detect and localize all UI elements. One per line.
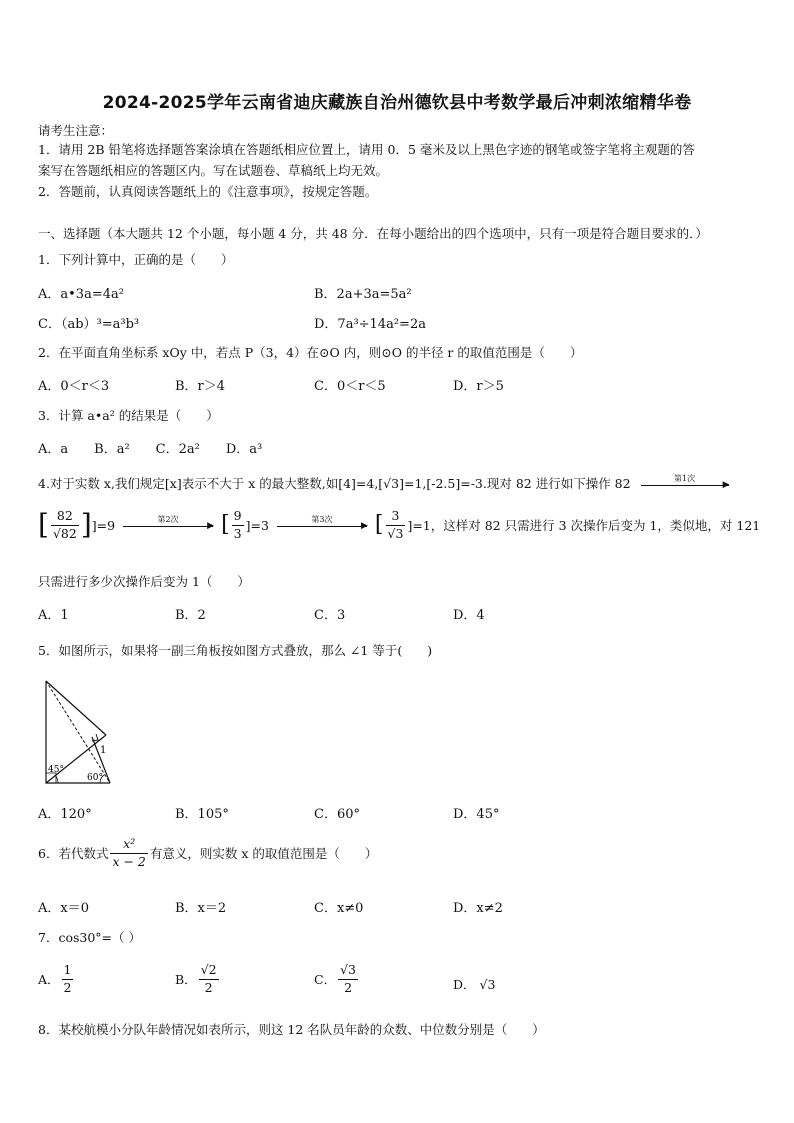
q7-option-d-label: D． [453, 977, 476, 992]
q6-stem-post: 有意义，则实数 x 的取值范围是（ ） [149, 846, 378, 861]
q7-option-b-num: √2 [199, 964, 219, 980]
q7-option-d [453, 975, 495, 993]
q4-bracket-1-close: ] [80, 508, 92, 541]
q7-option-a-num: 1 [62, 964, 74, 980]
q4-line-2 [38, 510, 760, 540]
q1-option-a: A．a•3a=4a² [38, 287, 124, 302]
notice-line-1b: 案写在答题纸相应的答题区内。写在试题卷、草稿纸上均无效。 [38, 163, 389, 178]
q4-fraction-1-den: √82 [52, 525, 77, 541]
q4-arrow-2-label: 第2次 [157, 514, 179, 524]
q7-option-a-den: 2 [63, 979, 72, 995]
q5-angle-1-label: 1 [100, 745, 107, 756]
q7-option-c-num: √3 [338, 964, 358, 980]
q4-option-b: B．2 [175, 608, 206, 623]
q6-fraction-den: x − 2 [112, 853, 146, 869]
q2-option-d: D．r＞5 [453, 379, 504, 394]
q4-option-c: C．3 [314, 608, 346, 623]
q5-option-a: A．120° [38, 807, 92, 822]
q7-option-a-label: A． [38, 972, 60, 987]
q5-option-d: D．45° [453, 807, 500, 822]
q6-option-a: A．x＝0 [38, 901, 89, 916]
q7-option-c-label: C． [314, 972, 337, 987]
q4-arrow-1-label: 第1次 [674, 474, 696, 483]
q7-option-b-den: 2 [204, 979, 213, 995]
q1-option-d: D．7a³÷14a²=2a [314, 317, 426, 332]
q6-option-c: C．x≠0 [314, 901, 364, 916]
q7-option-b-fraction [199, 964, 219, 994]
q6-option-b: B．x＝2 [175, 901, 227, 916]
q6-fraction-num: x² [110, 838, 147, 854]
q2-option-a: A．0＜r＜3 [38, 379, 110, 394]
q5-option-c: C．60° [314, 807, 360, 822]
page-title: 2024-2025学年云南省迪庆藏族自治州德钦县中考数学最后冲刺浓缩精华卷 [102, 93, 692, 113]
q5-option-b: B．105° [175, 807, 229, 822]
q4-result-3: ]=1，这样对 82 只需进行 3 次操作后变为 1，类似地，对 121 [407, 518, 761, 533]
q6-stem [38, 838, 377, 868]
q4-fraction-2 [232, 510, 244, 540]
q4-fraction-3-num: 3 [386, 510, 406, 526]
q7-stem: 7．cos30°=（ ） [38, 930, 141, 945]
q4-fraction-2-den: 3 [233, 525, 242, 541]
q4-arrow-3-label: 第3次 [311, 514, 333, 524]
q5-stem: 5．如图所示，如果将一副三角板按如图方式叠放，那么 ∠1 等于( ) [38, 643, 433, 658]
q5-triangle-figure [40, 675, 120, 790]
q3-options: A．a B．a² C．2a² D．a³ [38, 442, 263, 457]
q4-option-a: A．1 [38, 608, 69, 623]
q7-option-d-value: √3 [479, 977, 496, 992]
notice-line-1a: 1．请用 2B 铅笔将选择题答案涂填在答题纸相应位置上，请用 0．5 毫米及以上黑色字迹的钢笔或签字笔将主观题的答 [38, 142, 695, 157]
q4-arrow-2: 第2次 ▶ [123, 524, 213, 527]
q4-fraction-3-den: √3 [387, 525, 404, 541]
q4-line-1 [38, 474, 729, 492]
q4-fraction-1-num: 82 [51, 510, 79, 526]
notice-line-2: 2．答题前，认真阅读答题纸上的《注意事项》，按规定答题。 [38, 184, 378, 199]
q4-fraction-1 [51, 510, 79, 540]
q4-bracket-1: [ [38, 508, 49, 541]
q5-angle-45-label: 45° [48, 765, 64, 775]
q7-option-c [314, 964, 360, 994]
q2-stem: 2．在平面直角坐标系 xOy 中，若点 P（3，4）在⊙O 内，则⊙O 的半径 r 的取值范围是（ ） [38, 345, 583, 360]
q7-option-a-fraction [62, 964, 74, 994]
q4-bracket-3: [ [374, 512, 384, 537]
q6-fraction [110, 838, 147, 868]
q7-option-c-den: 2 [344, 979, 353, 995]
q7-option-c-fraction [338, 964, 358, 994]
q4-result-1: ]=9 [91, 517, 116, 533]
q8-stem: 8．某校航模小分队年龄情况如表所示，则这 12 名队员年龄的众数、中位数分别是（ ） [38, 1022, 545, 1037]
q3-stem: 3．计算 a•a² 的结果是（ ） [38, 408, 219, 423]
q7-option-b-label: B． [175, 972, 197, 987]
q4-arrow-1: 第1次 ▶ [641, 483, 729, 486]
q4-bracket-2: [ [221, 512, 230, 537]
q6-stem-pre: 6．若代数式 [38, 846, 109, 861]
q7-option-a [38, 964, 75, 994]
q1-option-b: B．2a+3a=5a² [314, 287, 412, 302]
q4-arrow-3: 第3次 ▶ [277, 524, 367, 527]
q2-option-c: C．0＜r＜5 [314, 379, 386, 394]
q7-option-b [175, 964, 221, 994]
q4-option-d: D．4 [453, 608, 485, 623]
q4-line-3: 只需进行多少次操作后变为 1（ ） [38, 574, 250, 589]
q4-result-2: ]=3 [245, 517, 269, 533]
q5-angle-60-label: 60° [87, 773, 103, 783]
q4-fraction-3 [386, 510, 406, 540]
q4-intro-text: 4.对于实数 x,我们规定[x]表示不大于 x 的最大整数,如[4]=4,[√3]=1,[-2.5]=-3.现对 82 进行如下操作 82 [38, 476, 631, 491]
q1-stem: 1．下列计算中，正确的是（ ） [38, 252, 234, 267]
q4-fraction-2-num: 9 [232, 510, 244, 526]
section-heading: 一、选择题（本大题共 12 个小题，每小题 4 分，共 48 分．在每小题给出的四个选项中，只有一项是符合题目要求的．） [38, 226, 708, 241]
notice-heading: 请考生注意： [38, 123, 114, 138]
q2-option-b: B．r＞4 [175, 379, 226, 394]
q1-option-c: C．（ab）³=a³b³ [38, 317, 140, 332]
q6-option-d: D．x≠2 [453, 901, 503, 916]
